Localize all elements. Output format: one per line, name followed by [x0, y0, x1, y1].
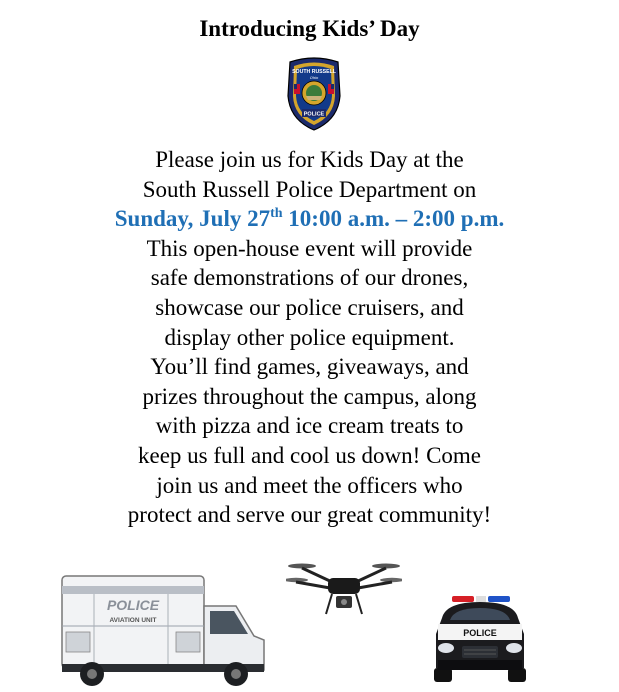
drone-image [286, 558, 402, 620]
cruiser-police-label: POLICE [463, 628, 497, 638]
police-truck-image [58, 566, 270, 688]
description-line: You’ll find games, giveaways, and [150, 354, 469, 380]
badge-top-text: SOUTH RUSSELL [292, 69, 336, 75]
flyer-body [0, 145, 619, 530]
police-badge-icon [284, 56, 344, 132]
event-date-line [0, 204, 619, 234]
description-line: safe demonstrations of our drones, [150, 265, 469, 291]
event-day-ordinal: th [270, 206, 283, 222]
body-line: South Russell Police Department on [142, 176, 477, 202]
description-line: showcase our police cruisers, and [155, 294, 464, 320]
description-line: protect and serve our great community! [127, 502, 492, 528]
police-cruiser-image [428, 594, 532, 684]
description-line: This open-house event will provide [146, 235, 473, 261]
description-line: join us and meet the officers who [156, 472, 463, 498]
description-line: prizes throughout the campus, along [142, 383, 477, 409]
description-line: display other police equipment. [164, 324, 455, 350]
body-line: Please join us for Kids Day at the [155, 147, 464, 172]
description-line: keep us full and cool us down! Come [137, 442, 482, 468]
badge-bottom-text: POLICE [303, 111, 325, 118]
event-time: 10:00 a.m. – 2:00 p.m. [282, 206, 505, 232]
event-day: Sunday, July 27 [114, 206, 271, 232]
description-line: with pizza and ice cream treats to [155, 413, 464, 439]
flyer-title: Introducing Kids’ Day [199, 16, 420, 41]
truck-police-label: POLICE [106, 597, 160, 613]
truck-unit-label: AVIATION UNIT [109, 617, 157, 624]
badge-state-text: Ohio [309, 75, 319, 80]
